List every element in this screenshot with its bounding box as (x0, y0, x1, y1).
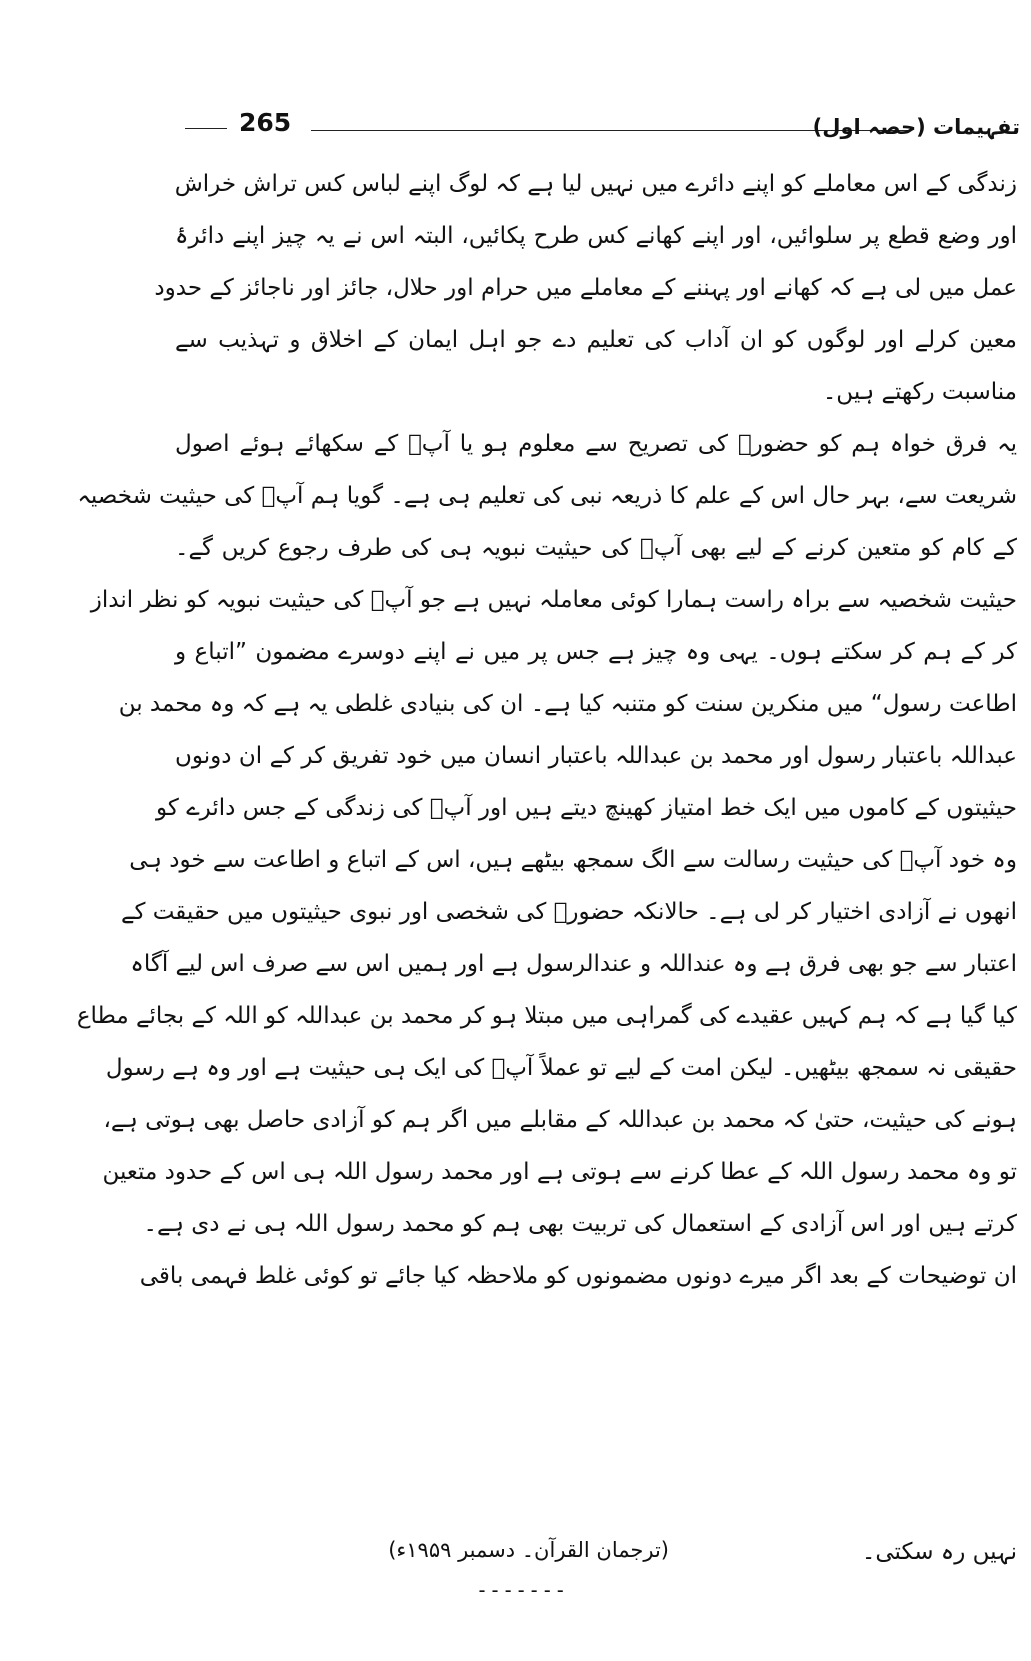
text-line-11: اطاعت رسول“ میں منکرین سنت کو متنبہ کیا ہے۔ ان کی بنیادی غلطی یہ ہے کہ وہ محمد بن (118, 691, 1017, 717)
text-line-2: اور وضع قطع پر سلوائیں، اور اپنے کھانے کس طرح پکائیں، البتہ اس نے یہ چیز اپنے دائرۂ (175, 223, 1017, 249)
closing-words: نہیں رہ سکتی۔ (861, 1539, 1017, 1565)
body-text (76, 158, 1017, 1302)
text-line-21: کرتے ہیں اور اس آزادی کے استعمال کی تربیت بھی ہم کو محمد رسول اللہ ہی نے دی ہے۔ (143, 1211, 1017, 1237)
header-rule-left (185, 128, 227, 129)
page-header (175, 108, 1020, 152)
text-line-9: حیثیت شخصیہ سے براہ راست ہمارا کوئی معاملہ نہیں ہے جو آپؐ کی حیثیت نبویہ کو نظر انداز (90, 587, 1017, 613)
text-line-10: کر کے ہم کر سکتے ہوں۔ یہی وہ چیز ہے جس پر میں نے اپنے دوسرے مضمون ”اتباع و (175, 639, 1017, 665)
closing-row (175, 1532, 1017, 1572)
text-line-8: کے کام کو متعین کرنے کے لیے بھی آپؐ کی حیثیت نبویہ ہی کی طرف رجوع کریں گے۔ (175, 535, 1017, 561)
text-line-19: ہونے کی حیثیت، حتیٰ کہ محمد بن عبداللہ کے مقابلے میں اگر ہم کو آزادی حاصل بھی ہوتی ہے، (103, 1107, 1017, 1133)
text-line-1: زندگی کے اس معاملے کو اپنے دائرے میں نہیں لیا ہے کہ لوگ اپنے لباس کس تراش خراش (174, 171, 1017, 197)
text-line-15: انھوں نے آزادی اختیار کر لی ہے۔ حالانکہ حضورؐ کی شخصی اور نبوی حیثیتوں میں حقیقت کے (120, 899, 1017, 925)
end-mark: ------- (476, 1578, 568, 1602)
running-title: تفہیمات (حصہ اول) (812, 115, 1020, 139)
text-line-6: یہ فرق خواہ ہم کو حضورؐ کی تصریح سے معلوم ہو یا آپؐ کے سکھائے ہوئے اصول (175, 431, 1017, 457)
text-line-18: حقیقی نہ سمجھ بیٹھیں۔ لیکن امت کے لیے تو عملاً آپؐ کی ایک ہی حیثیت ہے اور وہ ہے رسول (105, 1055, 1017, 1081)
text-line-20: تو وہ محمد رسول اللہ کے عطا کرنے سے ہوتی ہے اور محمد رسول اللہ ہی اس کے حدود متعین (102, 1159, 1017, 1185)
source-citation: (ترجمان القرآن۔ دسمبر ۱۹۵۹ء) (388, 1538, 669, 1562)
text-line-4: معین کرلے اور لوگوں کو ان آداب کی تعلیم دے جو اہل ایمان کے اخلاق و تہذیب سے (175, 327, 1017, 353)
text-line-7: شریعت سے، بہر حال اس کے علم کا ذریعہ نبی کی تعلیم ہی ہے۔ گویا ہم آپؐ کی حیثیت شخصیہ (77, 483, 1017, 509)
text-line-14: وہ خود آپؐ کی حیثیت رسالت سے الگ سمجھ بیٹھے ہیں، اس کے اتباع و اطاعت سے خود ہی (129, 847, 1017, 873)
text-line-13: حیثیتوں کے کاموں میں ایک خط امتیاز کھینچ دیتے ہیں اور آپؐ کی زندگی کے جس دائرے کو (156, 795, 1017, 821)
text-line-22: ان توضیحات کے بعد اگر میرے دونوں مضمونوں کو ملاحظہ کیا جائے تو کوئی غلط فہمی باقی (139, 1263, 1017, 1289)
text-line-12: عبداللہ باعتبار رسول اور محمد بن عبداللہ باعتبار انسان میں خود تفریق کر کے ان دونوں (175, 743, 1017, 769)
text-line-17: کیا گیا ہے کہ ہم کہیں عقیدے کی گمراہی میں مبتلا ہو کر محمد بن عبداللہ کو اللہ کے بجائے مطاع (76, 1003, 1017, 1029)
page-number: 265 (239, 108, 292, 137)
text-line-3: عمل میں لی ہے کہ کھانے اور پہننے کے معاملے میں حرام اور حلال، جائز اور ناجائز کے حدود (154, 275, 1017, 301)
text-line-16: اعتبار سے جو بھی فرق ہے وہ عنداللہ و عندالرسول ہے اور ہمیں اس سے صرف اس لیے آگاہ (130, 951, 1017, 977)
text-line-5: مناسبت رکھتے ہیں۔ (822, 379, 1017, 405)
